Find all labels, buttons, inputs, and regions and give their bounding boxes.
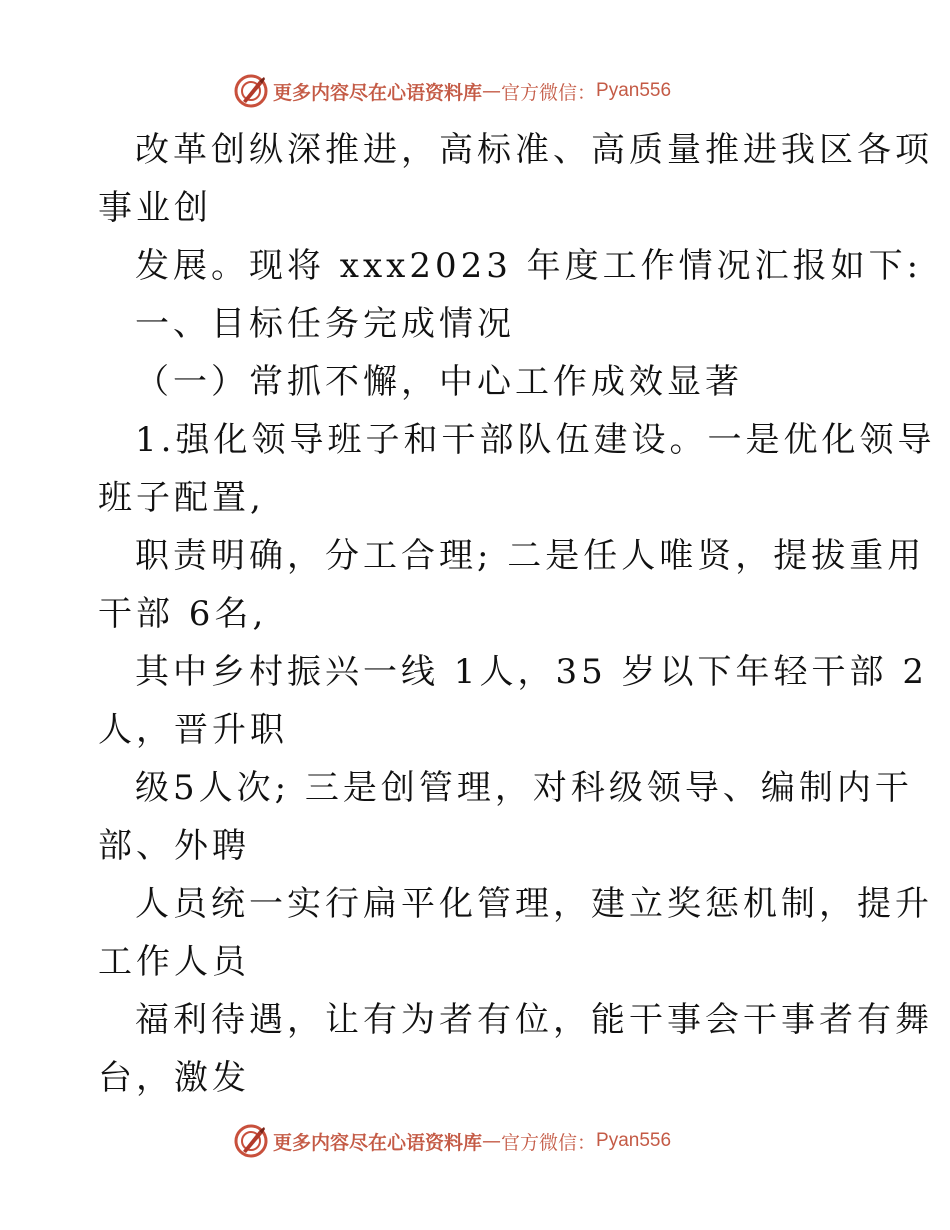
paragraph-line: 福利待遇，让有为者有位，能干事会干事者有舞 [135,1000,933,1040]
paragraph-line: 工作人员 [98,942,250,982]
paragraph-line: 级5人次; 三是创管理，对科级领导、编制内干 [135,768,913,808]
paragraph-line: 1.强化领导班子和干部队伍建设。一是优化领导 [135,420,936,460]
footer-watermark [233,1121,671,1161]
paragraph-line: 班子配置, [98,478,265,518]
brand-logo-icon [233,1123,269,1159]
header-watermark [233,71,671,111]
brand-logo-icon [233,73,269,109]
subsection-heading: （一）常抓不懈，中心工作成效显著 [135,362,743,402]
section-heading: 一、目标任务完成情况 [135,304,515,344]
watermark-site-text: 更多内容尽在心语资料库 [273,1131,483,1154]
watermark-wechat-label: 官方微信： [501,81,597,104]
paragraph-line: 人员统一实行扁平化管理，建立奖惩机制，提升 [135,884,933,924]
paragraph-line: 人，晋升职 [98,710,288,750]
paragraph-line: 干部 6名, [98,594,268,634]
watermark-wechat-id: Pyan556 [596,80,672,101]
paragraph-line: 台，激发 [98,1058,250,1098]
watermark-dash: — [482,80,502,102]
watermark-wechat-label: 官方微信： [501,1131,597,1154]
paragraph-line: 职责明确，分工合理; 二是任人唯贤，提拔重用 [135,536,926,576]
paragraph-line: 部、外聘 [98,826,250,866]
paragraph-line: 发展。现将 xxx2023 年度工作情况汇报如下: [135,246,923,286]
paragraph-line: 改革创纵深推进，高标准、高质量推进我区各项 [135,130,933,170]
paragraph-line: 其中乡村振兴一线 1人，35 岁以下年轻干部 2 [135,652,928,692]
watermark-wechat-id: Pyan556 [596,1130,672,1151]
watermark-dash: — [482,1130,502,1152]
watermark-site-text: 更多内容尽在心语资料库 [273,81,483,104]
paragraph-line: 事业创 [98,188,212,228]
